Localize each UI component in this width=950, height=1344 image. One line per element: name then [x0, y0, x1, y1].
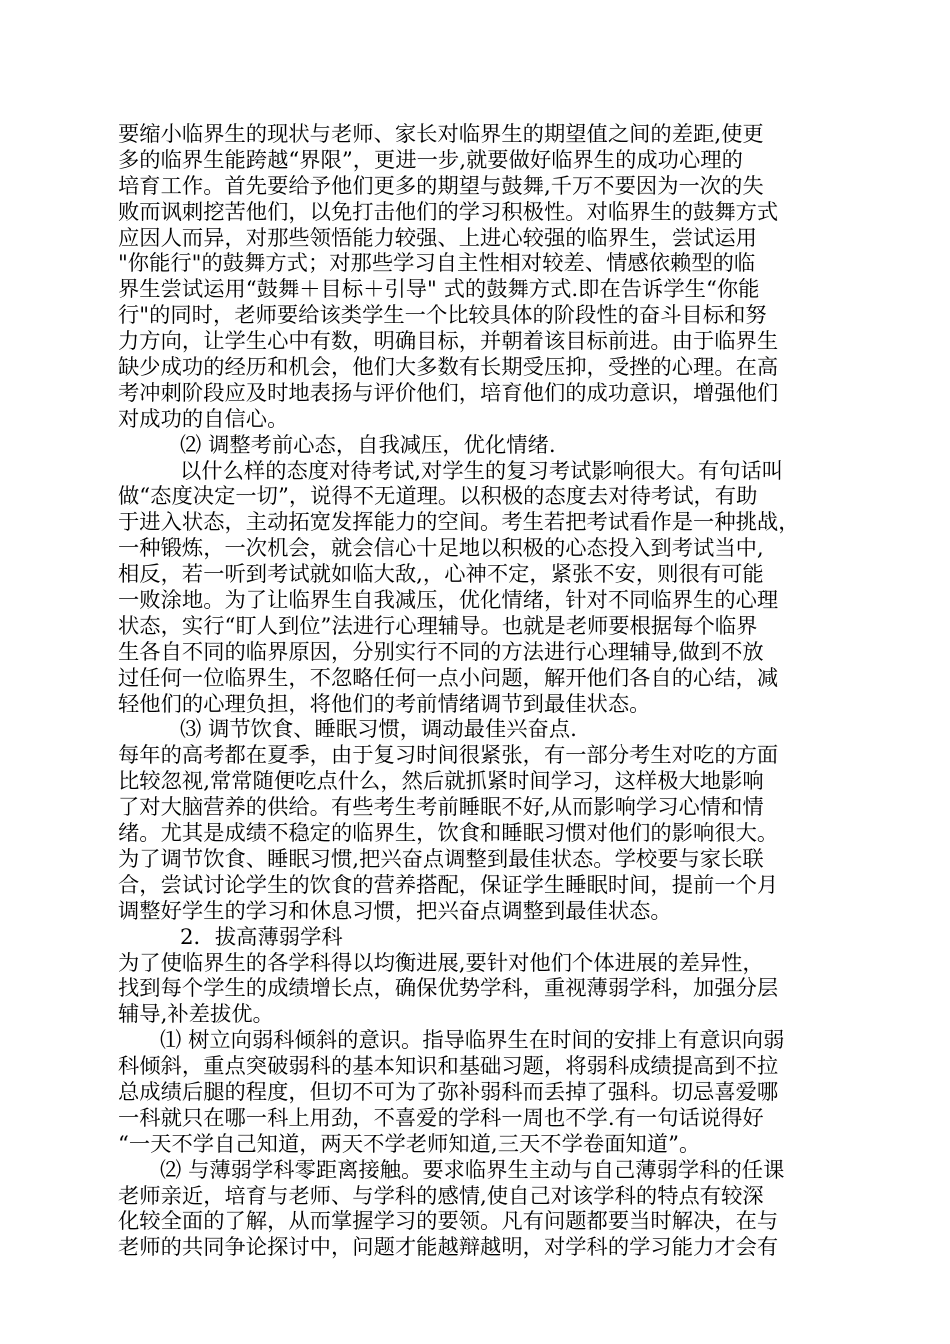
text-line: 过任何一位临界生，不忽略任何一点小问题，解开他们各自的心结，减: [118, 665, 779, 691]
text-line: 科倾斜，重点突破弱科的基本知识和基础习题，将弱科成绩提高到不拉: [118, 1054, 779, 1080]
text-line: 老师亲近，培育与老师、与学科的感情,使自己对该学科的特点有较深: [118, 1183, 764, 1209]
document-body: [118, 122, 850, 1261]
text-line: 总成绩后腿的程度，但切不可为了弥补弱科而丢掉了强科。切忌喜爱哪: [118, 1079, 779, 1105]
text-line: 要缩小临界生的现状与老师、家长对临界生的期望值之间的差距,使更: [118, 122, 764, 147]
text-line: 绪。尤其是成绩不稳定的临界生，饮食和睡眠习惯对他们的影响很大。: [118, 821, 779, 847]
text-line: 行"的同时，老师要给该类学生一个比较具体的阶段性的奋斗目标和努: [118, 303, 767, 329]
text-line: 状态，实行“盯人到位”法进行心理辅导。也就是老师要根据每个临界: [118, 613, 758, 639]
subheading: ⑴ 树立向弱科倾斜的意识。指导临界生在时间的安排上有意识向弱: [160, 1028, 785, 1054]
text-line: 一败涂地。为了让临界生自我减压，优化情绪，针对不同临界生的心理: [118, 588, 779, 614]
text-line: 界生尝试运用“鼓舞＋目标＋引导" 式的鼓舞方式.即在告诉学生“你能: [118, 277, 760, 303]
text-line: 轻他们的心理负担，将他们的考前情绪调节到最佳状态。: [118, 691, 651, 717]
text-line: 辅导,补差拔优。: [118, 1002, 274, 1028]
text-line: 缺少成功的经历和机会，他们大多数有长期受压抑，受挫的心理。在高: [118, 355, 779, 381]
text-line: 考冲刺阶段应及时地表扬与评价他们，培育他们的成功意识，增强他们: [118, 380, 779, 406]
subheading: ⑵ 与薄弱学科零距离接触。要求临界生主动与自己薄弱学科的任课: [160, 1157, 785, 1183]
text-line: 做“态度决定一切”，说得不无道理。以积极的态度去对待考试，有助: [118, 484, 758, 510]
text-line: 化较全面的了解，从而掌握学习的要领。凡有问题都要当时解决，在与: [118, 1209, 779, 1235]
text-line: 多的临界生能跨越“界限”，更进一步,就要做好临界生的成功心理的: [118, 147, 743, 173]
text-line: 调整好学生的学习和休息习惯，把兴奋点调整到最佳状态。: [118, 898, 672, 924]
text-line: 找到每个学生的成绩增长点，确保优势学科，重视薄弱学科，加强分层: [118, 976, 779, 1002]
text-line: 每年的高考都在夏季，由于复习时间很紧张，有一部分考生对吃的方面: [118, 743, 779, 769]
text-line: 一科就只在哪一科上用劲，不喜爱的学科一周也不学.有一句话说得好: [118, 1105, 764, 1131]
text-line: 应因人而异，对那些领悟能力较强、上进心较强的临界生，尝试运用: [118, 225, 757, 251]
text-line: “一天不学自己知道，两天不学老师知道,三天不学卷面知道”。: [118, 1131, 701, 1157]
text-line: 败而讽刺挖苦他们，以免打击他们的学习积极性。对临界生的鼓舞方式: [118, 199, 779, 225]
subheading: ⑵ 调整考前心态，自我减压，优化情绪.: [180, 432, 556, 458]
text-line: 以什么样的态度对待考试,对学生的复习考试影响很大。有句话叫: [180, 458, 784, 484]
text-line: 为了调节饮食、睡眠习惯,把兴奋点调整到最佳状态。学校要与家长联: [118, 846, 764, 872]
text-line: 相反，若一听到考试就如临大敌,，心神不定，紧张不安，则很有可能: [118, 562, 764, 588]
text-line: 培育工作。首先要给予他们更多的期望与鼓舞,千万不要因为一次的失: [118, 173, 764, 199]
text-line: 一种锻炼，一次机会，就会信心十足地以积极的心态投入到考试当中,: [118, 536, 764, 562]
text-line: 比较忽视,常常随便吃点什么，然后就抓紧时间学习，这样极大地影响: [118, 769, 764, 795]
text-line: "你能行"的鼓舞方式；对那些学习自主性相对较差、情感依赖型的临: [118, 251, 756, 277]
subheading: ⑶ 调节饮食、睡眠习惯，调动最佳兴奋点.: [180, 717, 577, 743]
text-line: 对成功的自信心。: [118, 406, 289, 432]
text-line: 了对大脑营养的供给。有些考生考前睡眠不好,从而影响学习心情和情: [118, 795, 764, 821]
section-heading: 2．拔高薄弱学科: [180, 924, 343, 950]
text-line: 老师的共同争论探讨中，问题才能越辩越明，对学科的学习能力才会有: [118, 1235, 779, 1261]
text-line: 于进入状态，主动拓宽发挥能力的空间。考生若把考试看作是一种挑战，: [118, 510, 800, 536]
text-line: 合，尝试讨论学生的饮食的营养搭配，保证学生睡眠时间，提前一个月: [118, 872, 779, 898]
text-line: 为了使临界生的各学科得以均衡进展,要针对他们个体进展的差异性，: [118, 950, 764, 976]
text-line: 力方向，让学生心中有数，明确目标，并朝着该目标前进。由于临界生: [118, 329, 779, 355]
text-line: 生各自不同的临界原因，分别实行不同的方法进行心理辅导,做到不放: [118, 639, 764, 665]
